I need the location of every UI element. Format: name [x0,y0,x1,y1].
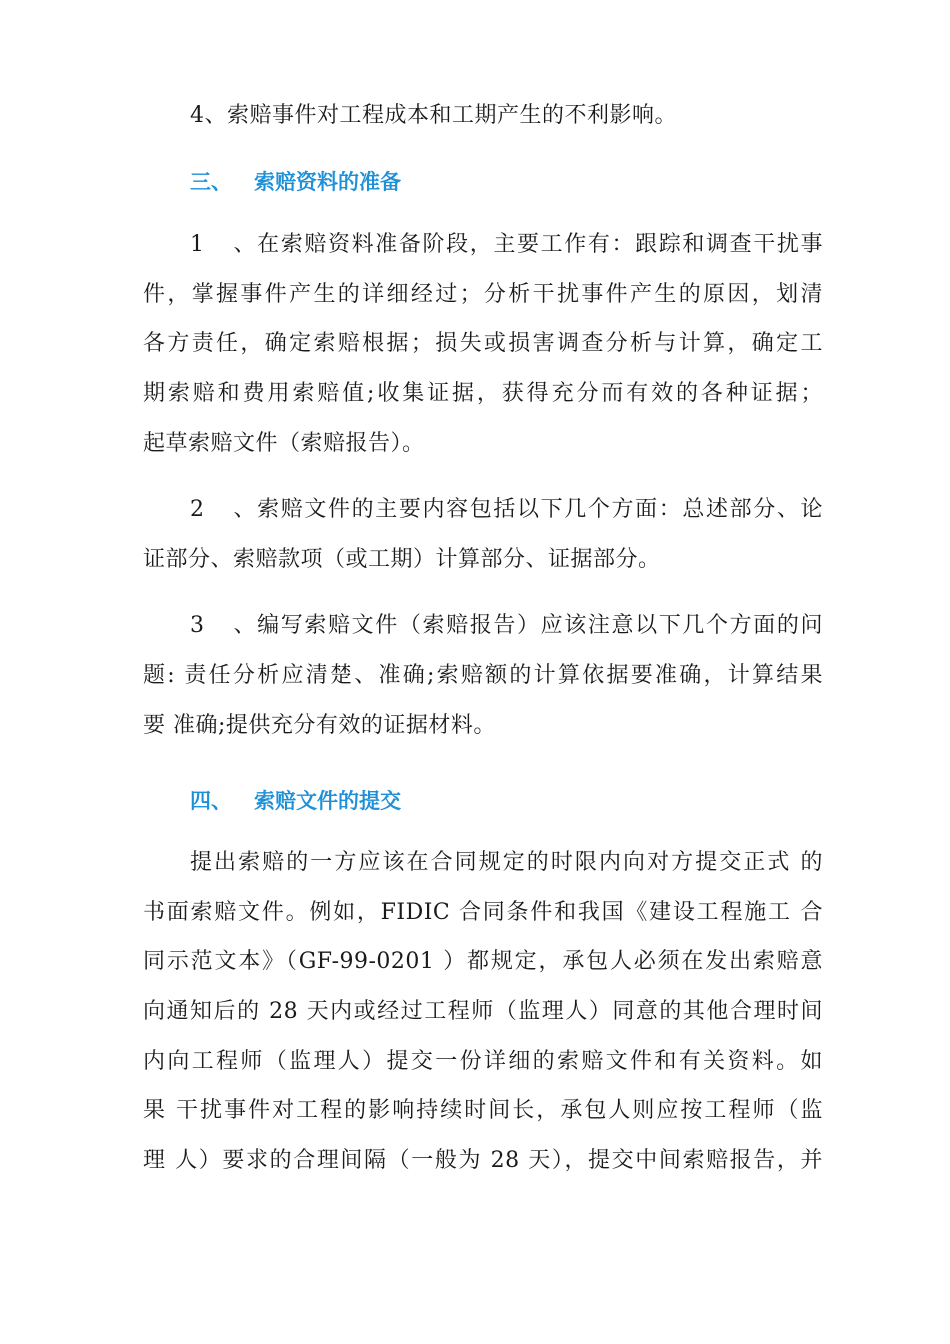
item-1-line-2: 件，掌握事件产生的详细经过；分析干扰事件产生的原因，划清 [143,282,823,307]
item-2-line-1 [190,495,823,525]
section-3-title: 索赔资料的准备 [254,170,401,194]
para-4-line-7: 理 人）要求的合理间隔（一般为 28 天），提交中间索赔报告，并 [143,1148,823,1173]
section-4-heading [190,786,401,816]
section-3-heading [190,167,401,197]
item-1-line-1 [190,230,823,260]
item-3-text: 编写索赔文件（索赔报告）应该注意以下几个方面的问 [256,613,823,638]
item-3-number: 3、 [190,613,256,638]
item-1-text: 在索赔资料准备阶段，主要工作有：跟踪和调查干扰事 [256,232,823,257]
item-1-line-3: 各方责任，确定索赔根据；损失或损害调查分析与计算，确定工 [143,331,823,356]
section-3-number: 三、 [190,170,232,194]
para-4-line-2: 书面索赔文件。例如，FIDIC 合同条件和我国《建设工程施工 合 [143,900,823,925]
item-3-line-1 [190,611,823,641]
para-4-line-1: 提出索赔的一方应该在合同规定的时限内向对方提交正式 的 [190,850,823,875]
item-1-number: 1、 [190,232,256,257]
para-4-line-6: 果 干扰事件对工程的影响持续时间长，承包人则应按工程师（监 [143,1098,823,1123]
item-2-line-2: 证部分、索赔款项（或工期）计算部分、证据部分。 [143,547,661,572]
para-4-line-3: 同示范文本》（GF-99-0201 ）都规定，承包人必须在发出索赔意 [143,949,823,974]
item-4-text: 4、索赔事件对工程成本和工期产生的不利影响。 [190,103,677,128]
section-4-number: 四、 [190,789,232,813]
item-1-line-5: 起草索赔文件（索赔报告）。 [143,431,425,456]
item-2-number: 2、 [190,497,256,522]
item-3-line-2: 题: 责任分析应清楚、准确;索赔额的计算依据要准确，计算结果 [143,663,823,688]
para-4-line-4: 向通知后的 28 天内或经过工程师（监理人）同意的其他合理时间 [143,999,823,1024]
item-3-line-3: 要 准确;提供充分有效的证据材料。 [143,713,496,738]
para-4-line-5: 内向工程师（监理人）提交一份详细的索赔文件和有关资料。如 [143,1049,823,1074]
item-2-text: 索赔文件的主要内容包括以下几个方面：总述部分、论 [256,497,823,522]
section-4-title: 索赔文件的提交 [254,789,401,813]
item-1-line-4: 期索赔和费用索赔值;收集证据，获得充分而有效的各种证据； [143,381,823,406]
